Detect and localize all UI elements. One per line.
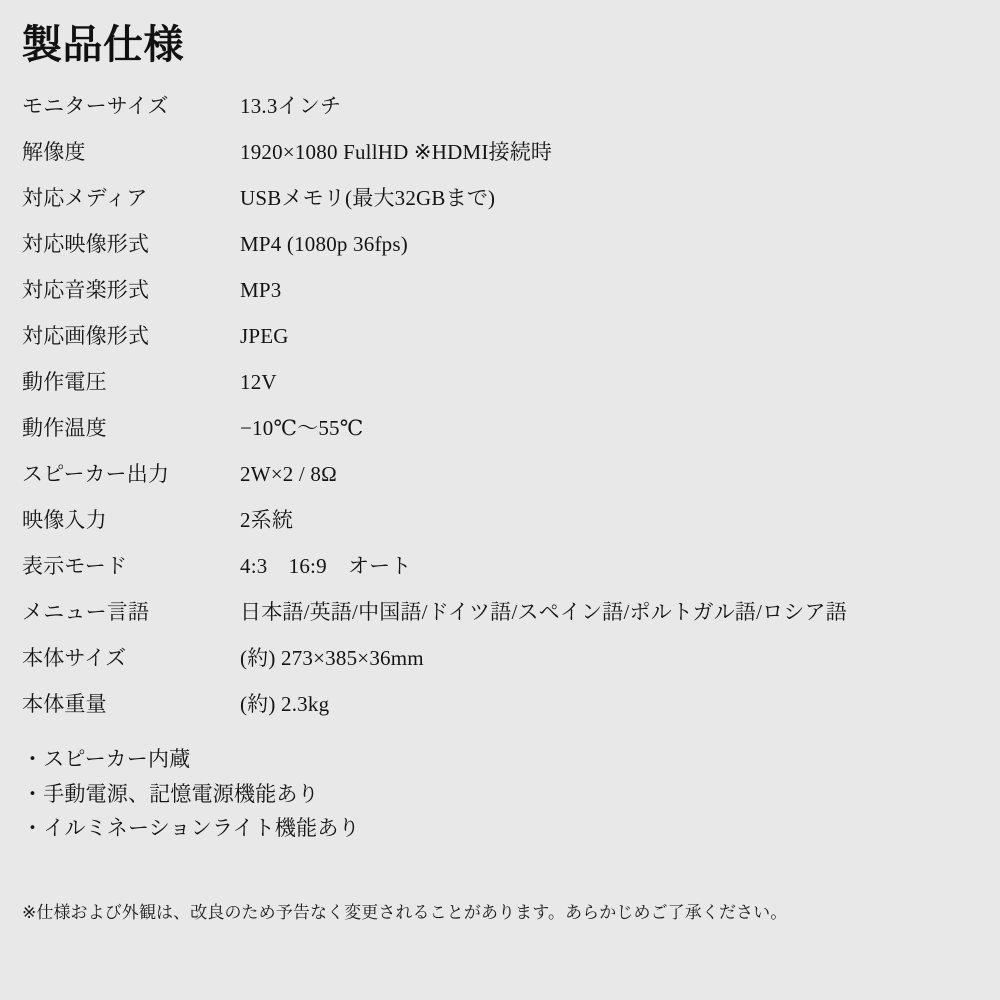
spec-value: MP3 <box>240 278 282 303</box>
spec-label: 動作電圧 <box>22 370 107 395</box>
spec-value: 1920×1080 FullHD ※HDMI接続時 <box>240 140 553 165</box>
spec-value: 2W×2 / 8Ω <box>240 462 337 487</box>
table-row <box>22 544 982 590</box>
spec-label: 映像入力 <box>22 508 107 533</box>
list-item: ・イルミネーションライト機能あり <box>22 816 360 841</box>
disclaimer-footnote: ※仕様および外観は、改良のため予告なく変更されることがあります。あらかじめご了承ください。 <box>22 903 788 923</box>
spec-label: スピーカー出力 <box>22 462 170 487</box>
spec-label: メニュー言語 <box>22 600 150 625</box>
table-row <box>22 130 982 176</box>
spec-value: −10℃〜55℃ <box>240 416 364 441</box>
spec-label: 動作温度 <box>22 416 107 441</box>
list-item: ・手動電源、記憶電源機能あり <box>22 781 319 806</box>
spec-label: 解像度 <box>22 140 86 165</box>
table-row <box>22 590 982 636</box>
spec-label: 表示モード <box>22 554 128 579</box>
spec-label: 対応画像形式 <box>22 324 150 349</box>
table-row <box>22 222 982 268</box>
spec-label: 対応音楽形式 <box>22 278 150 303</box>
table-row <box>22 636 982 682</box>
spec-value: 2系統 <box>240 508 294 533</box>
spec-label: 本体サイズ <box>22 646 127 671</box>
spec-label: 本体重量 <box>22 692 107 717</box>
spec-value: 日本語/英語/中国語/ドイツ語/スペイン語/ポルトガル語/ロシア語 <box>240 600 847 625</box>
spec-label: 対応映像形式 <box>22 232 150 257</box>
table-row <box>22 176 982 222</box>
spec-value: 13.3インチ <box>240 94 342 119</box>
table-row <box>22 84 982 130</box>
table-row <box>22 360 982 406</box>
spec-value: JPEG <box>240 324 289 349</box>
list-item: ・スピーカー内蔵 <box>22 747 191 771</box>
spec-label: モニターサイズ <box>22 94 169 119</box>
table-row <box>22 268 982 314</box>
spec-value: (約) 2.3kg <box>240 692 330 717</box>
spec-label: 対応メディア <box>22 186 148 211</box>
specifications-table-body <box>22 84 982 728</box>
table-row <box>22 314 982 360</box>
spec-value: USBメモリ(最大32GBまで) <box>240 186 496 211</box>
table-row <box>22 452 982 498</box>
table-row <box>22 682 982 728</box>
table-row <box>22 498 982 544</box>
spec-value: 4:3 16:9 オート <box>240 554 412 579</box>
spec-value: 12V <box>240 370 277 395</box>
feature-bullet-list <box>22 742 978 846</box>
table-row <box>22 406 982 452</box>
specifications-table <box>22 84 982 728</box>
spec-value: (約) 273×385×36mm <box>240 646 424 671</box>
spec-value: MP4 (1080p 36fps) <box>240 232 408 257</box>
page-title: 製品仕様 <box>22 21 184 68</box>
